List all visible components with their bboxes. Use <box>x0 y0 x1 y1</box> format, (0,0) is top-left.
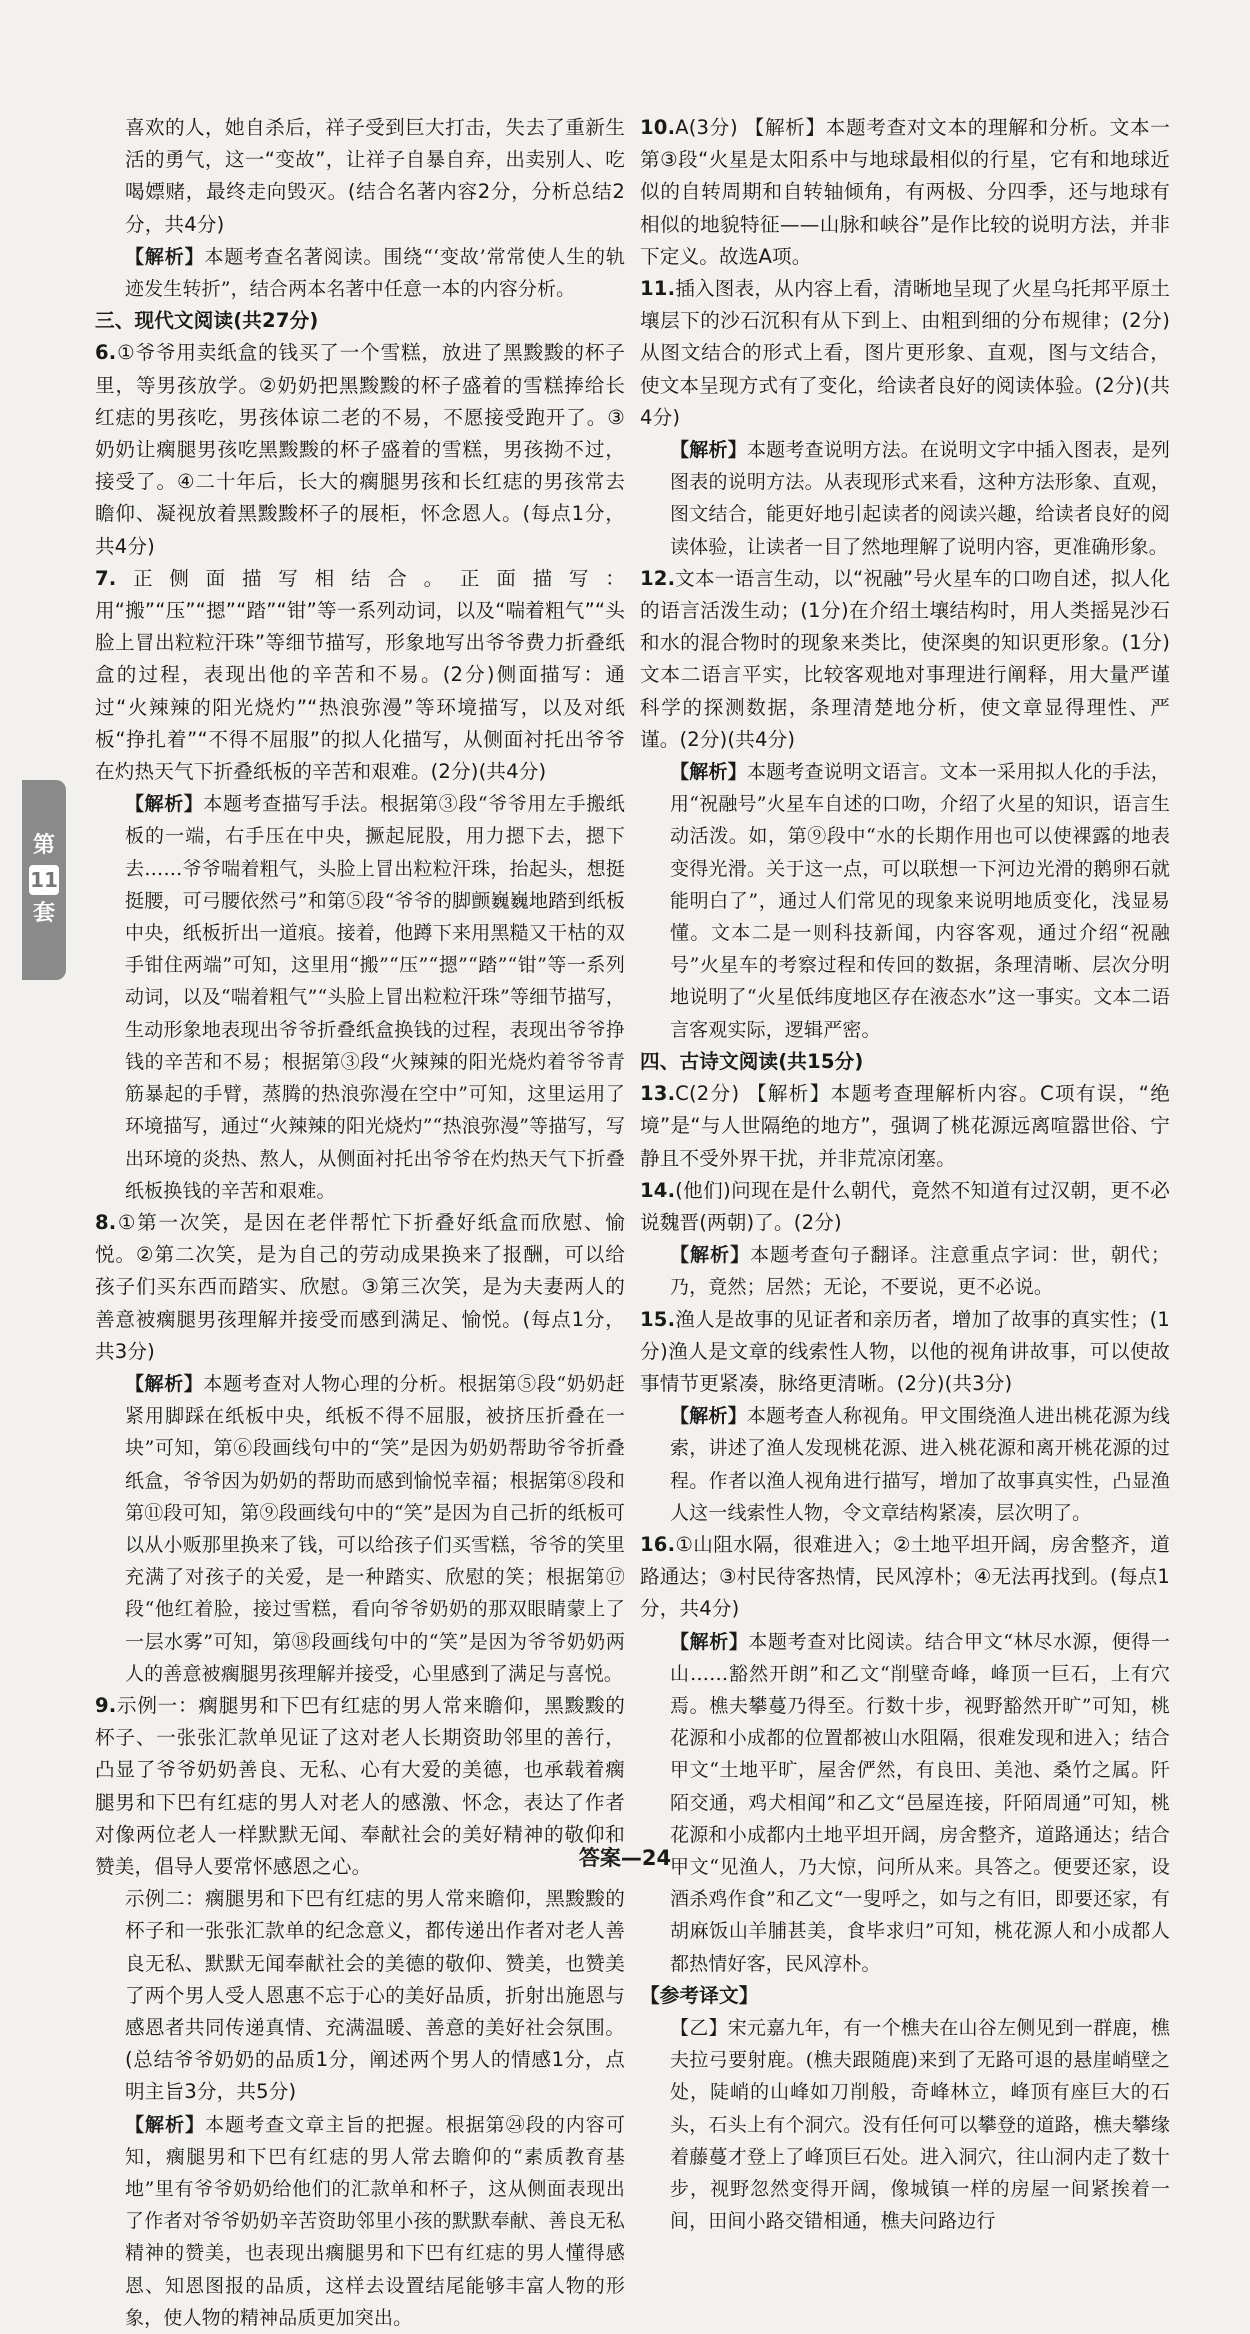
analysis-label: 【解析】 <box>125 1372 204 1395</box>
right-paragraph <box>640 1400 1170 1529</box>
left-paragraph <box>95 112 625 241</box>
paragraph-text: 本题考查说明文语言。文本一采用拟人化的手法，用“祝融号”火星车自述的口吻，介绍了火星的知识，语言生动活泼。如，第⑨段中“水的长期作用也可以使裸露的地表变得光滑。关于这一点，可以联想一下河边光滑的鹅卵石就能明白了”，通过人们常见的现象来说明地质变化，浅显易懂。文本二是一则科技新闻，内容客观，通过介绍“祝融号”火星车的考察过程和传回的数据，条理清晰、层次分明地说明了“火星低纬度地区存在液态水”这一事实。文本二语言客观实际，逻辑严密。 <box>670 761 1170 1041</box>
paragraph-text: 示例二：瘸腿男和下巴有红痣的男人常来瞻仰，黑黢黢的杯子和一张张汇款单的纪念意义，都传递出作者对老人善良无私、默默无闻奉献社会的美德的敬仰、赞美，也赞美了两个男人受人恩惠不忘于心的美好品质，折射出施恩与感恩者共同传递真情、充满温暖、善意的美好社会氛围。(总结爷爷奶奶的品质1分，阐述两个男人的情感1分，点明主旨3分，共5分) <box>125 1887 625 2104</box>
question-number: 9. <box>95 1693 117 1717</box>
page-number: 答案—24 <box>578 1846 672 1870</box>
left-paragraph <box>95 788 625 1207</box>
right-paragraph <box>640 1980 1170 2012</box>
analysis-label: 【解析】 <box>670 1405 747 1428</box>
left-paragraph <box>95 1883 625 2108</box>
analysis-label: 【解析】 <box>125 2113 206 2136</box>
right-paragraph <box>640 1046 1170 1078</box>
paragraph-text: C(2分) 【解析】本题考查理解析内容。C项有误，“绝境”是“与人世隔绝的地方”，强调了桃花源远离喧嚣世俗、宁静且不受外界干扰，并非荒凉闭塞。 <box>640 1082 1170 1170</box>
question-number: 12. <box>640 566 676 590</box>
set-tab-post: 套 <box>32 901 55 926</box>
paragraph-text: ①爷爷用卖纸盒的钱买了一个雪糕，放进了黑黢黢的杯子里，等男孩放学。②奶奶把黑黢黢的杯子盛着的雪糕捧给长红痣的男孩吃，男孩体谅二老的不易，不愿接受跑开了。③奶奶让瘸腿男孩吃黑黢黢的杯子盛着的雪糕，男孩拗不过，接受了。④二十年后，长大的瘸腿男孩和长红痣的男孩常去瞻仰、凝视放着黑黢黢杯子的展柜，怀念恩人。(每点1分，共4分) <box>95 341 625 558</box>
right-paragraph <box>640 2012 1170 2237</box>
set-tab-pre: 第 <box>32 833 55 858</box>
paragraph-text: 本题考查文章主旨的把握。根据第㉔段的内容可知，瘸腿男和下巴有红痣的男人常去瞻仰的“素质教育基地”里有爷爷奶奶给他们的汇款单和杯子，这从侧面表现出了作者对爷爷奶奶辛苦资助邻里小孩的默默奉献、善良无私精神的赞美，也表现出瘸腿男和下巴有红痣的男人懂得感恩、知恩图报的品质，这样去设置结尾能够丰富人物的形象，使人物的精神品质更加突出。 <box>125 2113 625 2329</box>
paragraph-text: 本题考查说明方法。在说明文字中插入图表，是列图表的说明方法。从表现形式来看，这种方法形象、直观，图文结合，能更好地引起读者的阅读兴趣，给读者良好的阅读体验，让读者一目了然地理解了说明内容，更准确形象。 <box>670 439 1170 558</box>
analysis-label: 【解析】 <box>670 761 747 784</box>
right-paragraph <box>640 756 1170 1046</box>
paragraph-text: A(3分) 【解析】本题考查对文本的理解和分析。文本一第③段“火星是太阳系中与地球最相似的行星，它有和地球近似的自转周期和自转轴倾角，有两极、分四季，还与地球有相似的地貌特征——山脉和峡谷”是作比较的说明方法，并非下定义。故选A项。 <box>640 116 1170 268</box>
right-paragraph <box>640 1078 1170 1175</box>
set-number-tab <box>22 780 66 980</box>
right-paragraph <box>640 563 1170 756</box>
question-number: 7. <box>95 566 117 590</box>
paragraph-text: 正侧面描写相结合。正面描写：用“搬”“压”“摁”“踏”“钳”等一系列动词，以及“喘着粗气”“头脸上冒出粒粒汗珠”等细节描写，形象地写出爷爷费力折叠纸盒的过程，表现出他的辛苦和不易。(2分)侧面描写：通过“火辣辣的阳光烧灼”“热浪弥漫”等环境描写，以及对纸板“挣扎着”“不得不屈服”的拟人化描写，从侧面衬托出爷爷在灼热天气下折叠纸板的辛苦和艰难。(2分)(共4分) <box>95 566 625 784</box>
paragraph-text: 三、现代文阅读(共27分) <box>95 309 319 333</box>
paragraph-text: 本题考查对人物心理的分析。根据第⑤段“奶奶赶紧用脚踩在纸板中央，纸板不得不屈服，被挤压折叠在一块”可知，第⑥段画线句中的“笑”是因为奶奶帮助爷爷折叠纸盒，爷爷因为奶奶的帮助而感到愉悦幸福；根据第⑧段和第⑪段可知，第⑨段画线句中的“笑”是因为自己折的纸板可以从小贩那里换来了钱，可以给孩子们买雪糕，爷爷的笑里充满了对孩子的关爱，是一种踏实、欣慰的笑；根据第⑰段“他红着脸，接过雪糕，看向爷爷奶奶的那双眼睛蒙上了一层水雾”可知，第⑱段画线句中的“笑”是因为爷爷奶奶两人的善意被瘸腿男孩理解并接受，心里感到了满足与喜悦。 <box>125 1372 625 1685</box>
paragraph-text: ①山阻水隔，很难进入；②土地平坦开阔，房舍整齐，道路通达；③村民待客热情，民风淳朴；④无法再找到。(每点1分，共4分) <box>640 1532 1170 1621</box>
right-paragraph <box>640 434 1170 563</box>
question-number: 11. <box>640 277 676 301</box>
question-number: 6. <box>95 341 117 365</box>
left-paragraph <box>95 241 625 305</box>
analysis-label: 【解析】 <box>670 1630 749 1653</box>
question-number: 10. <box>640 116 676 139</box>
analysis-label: 【解析】 <box>670 439 747 462</box>
analysis-label: 【解析】 <box>670 1244 751 1267</box>
left-column <box>95 112 625 2334</box>
question-number: 13. <box>640 1082 676 1106</box>
right-paragraph <box>640 273 1170 434</box>
set-tab-number: 11 <box>29 865 59 895</box>
paragraph-text: 四、古诗文阅读(共15分) <box>640 1049 864 1073</box>
paragraph-text: 本题考查对比阅读。结合甲文“林尽水源，便得一山……豁然开朗”和乙文“削壁奇峰，峰顶一巨石，上有穴焉。樵夫攀蔓乃得至。行数十步，视野豁然开旷”可知，桃花源和小成都的位置都被山水阻隔，很难发现和进入；结合甲文“土地平旷，屋舍俨然，有良田、美池、桑竹之属。阡陌交通，鸡犬相闻”和乙文“邑屋连接，阡陌周通”可知，桃花源和小成都内土地平坦开阔，房舍整齐，道路通达；结合甲文“见渔人，乃大惊，问所从来。具答之。便要还家，设酒杀鸡作食”和乙文“一叟呼之，如与之有旧，即要还家，有胡麻饭山羊脯甚美，食毕求归”可知，桃花源人和小成都人都热情好客，民风淳朴。 <box>670 1630 1170 1975</box>
question-number: 16. <box>640 1532 676 1556</box>
paragraph-text: 【乙】宋元嘉九年，有一个樵夫在山谷左侧见到一群鹿，樵夫拉弓要射鹿。(樵夫跟随鹿)来到了无路可退的悬崖峭壁之处，陡峭的山峰如刀削般，奇峰林立，峰顶有座巨大的石头，石头上有个洞穴。没有任何可以攀登的道路，樵夫攀缘着藤蔓才登上了峰顶巨石处。进入洞穴，往山洞内走了数十步，视野忽然变得开阔，像城镇一样的房屋一间紧挨着一间，田间小路交错相通，樵夫问路边行 <box>670 2016 1170 2233</box>
right-paragraph <box>640 1529 1170 1626</box>
left-paragraph <box>95 1207 625 1368</box>
left-paragraph <box>95 563 625 788</box>
paragraph-text: 喜欢的人，她自杀后，祥子受到巨大打击，失去了重新生活的勇气，这一“变故”，让祥子自暴自弃，出卖别人、吃喝嫖赌，最终走向毁灭。(结合名著内容2分，分析总结2分，共4分) <box>125 116 625 236</box>
question-number: 14. <box>640 1178 676 1202</box>
question-number: 15. <box>640 1307 676 1331</box>
paragraph-text: 本题考查人称视角。甲文围绕渔人进出桃花源为线索，讲述了渔人发现桃花源、进入桃花源和离开桃花源的过程。作者以渔人视角进行描写，增加了故事真实性，凸显渔人这一线索性人物，令文章结构紧凑，层次明了。 <box>670 1405 1170 1524</box>
paragraph-text: ①第一次笑，是因在老伴帮忙下折叠好纸盒而欣慰、愉悦。②第二次笑，是为自己的劳动成果换来了报酬，可以给孩子们买东西而踏实、欣慰。③第三次笑，是为夫妻两人的善意被瘸腿男孩理解并接受而感到满足、愉悦。(每点1分，共3分) <box>95 1210 625 1363</box>
question-number: 8. <box>95 1210 117 1234</box>
left-paragraph <box>95 305 625 337</box>
paragraph-text: 示例一：瘸腿男和下巴有红痣的男人常来瞻仰，黑黢黢的杯子、一张张汇款单见证了这对老人长期资助邻里的善行，凸显了爷爷奶奶善良、无私、心有大爱的美德，也承载着瘸腿男和下巴有红痣的男人对老人的感激、怀念，表达了作者对像两位老人一样默默无闻、奉献社会的美好精神的敬仰和赞美，倡导人要常怀感恩之心。 <box>95 1693 625 1878</box>
paragraph-text: 【参考译文】 <box>640 1983 759 2007</box>
right-paragraph <box>640 1304 1170 1401</box>
analysis-label: 【解析】 <box>125 793 204 816</box>
right-paragraph <box>640 1175 1170 1239</box>
paragraph-text: (他们)问现在是什么朝代，竟然不知道有过汉朝，更不必说魏晋(两朝)了。(2分) <box>640 1178 1170 1234</box>
paragraph-text: 文本一语言生动，以“祝融”号火星车的口吻自述，拟人化的语言活泼生动；(1分)在介绍土壤结构时，用人类摇晃沙石和水的混合物时的现象来类比，使深奥的知识更形象。(1分)文本二语言平实，比较客观地对事理进行阐释，用大量严谨科学的探测数据，条理清楚地分析，使文章显得理性、严谨。(2分)(共4分) <box>640 566 1170 751</box>
right-paragraph <box>640 1626 1170 1980</box>
left-paragraph <box>95 337 625 562</box>
paragraph-text: 渔人是故事的见证者和亲历者，增加了故事的真实性；(1分)渔人是文章的线索性人物，以他的视角讲故事，可以使故事情节更紧凑，脉络更清晰。(2分)(共3分) <box>640 1307 1170 1395</box>
right-paragraph <box>640 1239 1170 1303</box>
left-paragraph <box>95 2109 625 2334</box>
paragraph-text: 本题考查句子翻译。注意重点字词：世，朝代；乃，竟然；居然；无论，不要说，更不必说。 <box>670 1244 1170 1299</box>
paragraph-text: 本题考查名著阅读。围绕“‘变故’常常使人生的轨迹发生转折”，结合两本名著中任意一本的内容分析。 <box>125 245 625 301</box>
analysis-label: 【解析】 <box>125 245 205 268</box>
right-column <box>640 112 1170 2237</box>
paragraph-text: 本题考查描写手法。根据第③段“爷爷用左手搬纸板的一端，右手压在中央，撅起屁股，用力摁下去，摁下去……爷爷喘着粗气，头脸上冒出粒粒汗珠，抬起头，想挺挺腰，可弓腰依然弓”和第⑤段“爷爷的脚颤巍巍地踏到纸板中央，纸板折出一道痕。接着，他蹲下来用黑糙又干枯的双手钳住两端”可知，这里用“搬”“压”“摁”“踏”“钳”等一系列动词，以及“喘着粗气”“头脸上冒出粒粒汗珠”等细节描写，生动形象地表现出爷爷折叠纸盒换钱的过程，表现出爷爷挣钱的辛苦和不易；根据第③段“火辣辣的阳光烧灼着爷爷青筋暴起的手臂，蒸腾的热浪弥漫在空中”可知，这里运用了环境描写，通过“火辣辣的阳光烧灼”“热浪弥漫”等描写，写出环境的炎热、熬人，从侧面衬托出爷爷在灼热天气下折叠纸板换钱的辛苦和艰难。 <box>125 793 625 1202</box>
paragraph-text: 插入图表，从内容上看，清晰地呈现了火星乌托邦平原土壤层下的沙石沉积有从下到上、由粗到细的分布规律；(2分)从图文结合的形式上看，图片更形象、直观，图与文结合，使文本呈现方式有了变化，给读者良好的阅读体验。(2分)(共4分) <box>640 277 1170 429</box>
left-paragraph <box>95 1368 625 1690</box>
right-paragraph <box>640 112 1170 273</box>
